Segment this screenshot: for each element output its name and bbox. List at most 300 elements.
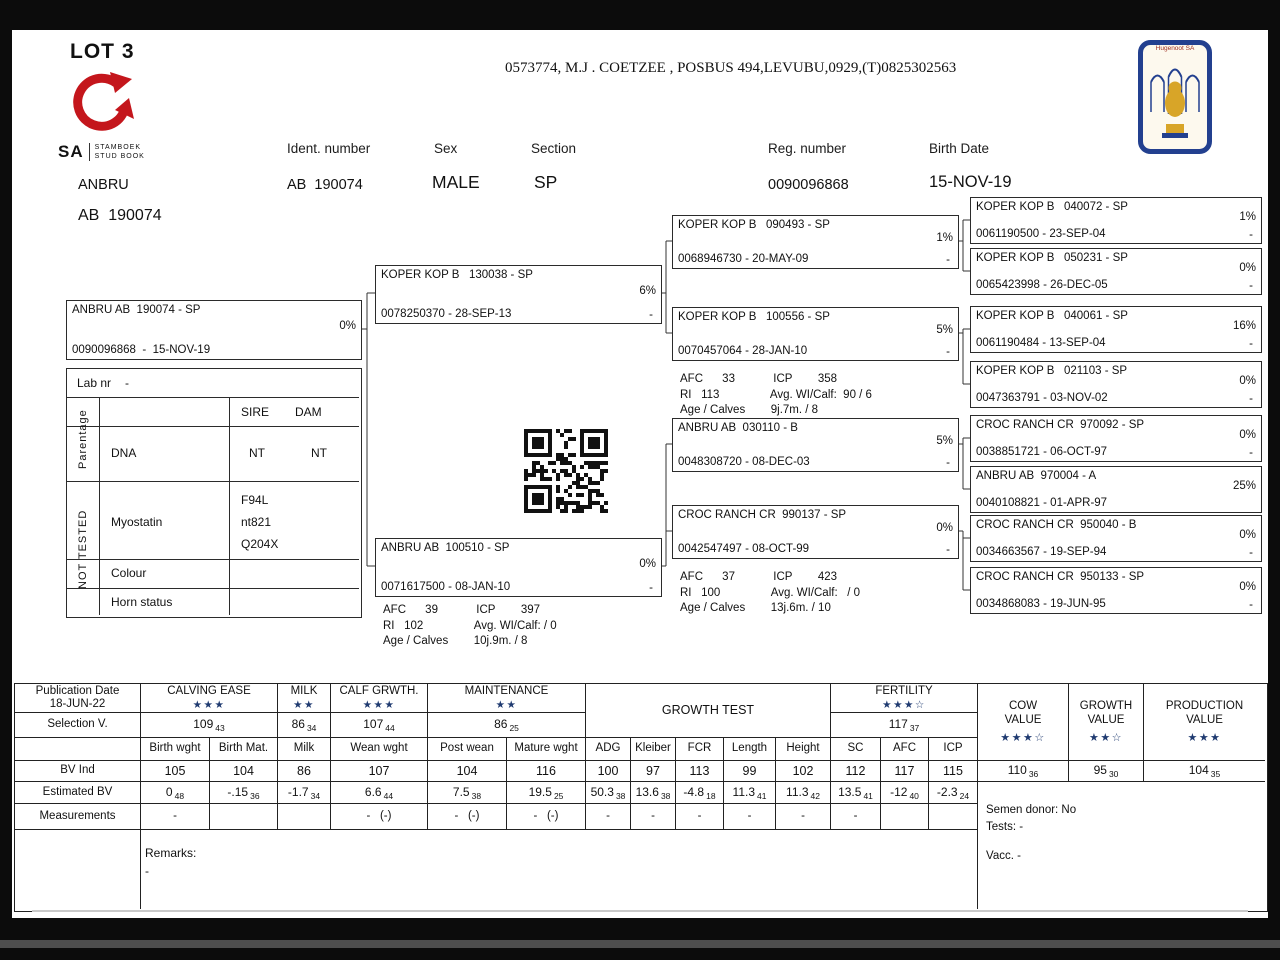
animal-id: 0040108821 - 01-APR-97 — [976, 497, 1108, 509]
pct-dash: - — [1249, 599, 1253, 611]
inbreeding-pct: 0% — [339, 319, 356, 332]
empty-cell — [15, 830, 141, 909]
pedigree-box-sire — [375, 265, 662, 324]
pct-dash: - — [1249, 338, 1253, 350]
selection-maintenance — [428, 713, 586, 738]
inbreeding-pct: 0% — [1239, 528, 1256, 541]
measurement-value — [724, 804, 776, 830]
selection-calf — [331, 713, 428, 738]
pedigree-box-gen3-4 — [672, 505, 959, 559]
inbreeding-pct: 5% — [936, 434, 953, 447]
pct-dash: - — [1249, 447, 1253, 459]
animal-name: ANBRU AB 030110 - B — [678, 422, 798, 434]
stats-line: Age / Calves 13j.6m. / 10 — [680, 602, 831, 614]
accuracy: 36 — [1028, 769, 1039, 780]
bv-value — [881, 761, 929, 782]
measurement-value — [141, 804, 210, 830]
logo-org-line2: STUD BOOK — [94, 153, 145, 160]
col-header-text: Length — [731, 742, 768, 755]
value: 86 — [494, 717, 508, 732]
label-sex: Sex — [434, 141, 458, 156]
dam-column-header: DAM — [295, 405, 322, 419]
myostatin-value-3: Q204X — [241, 537, 279, 551]
value: 117 — [888, 717, 908, 732]
semen-donor: Semen donor: No — [986, 804, 1077, 816]
pedigree-box-subject — [66, 300, 362, 360]
inbreeding-pct: 0% — [1239, 261, 1256, 274]
colour-label: Colour — [111, 566, 147, 580]
label-section: Section — [531, 141, 577, 156]
accuracy: 18 — [706, 790, 716, 801]
bv-value — [210, 761, 278, 782]
inbreeding-pct: 0% — [1239, 580, 1256, 593]
certificate-page — [12, 30, 1268, 918]
row-label: Estimated BV — [42, 785, 113, 798]
remarks-cell — [141, 830, 978, 909]
ebv-row-label — [15, 782, 141, 804]
pedigree-box-gen4-3 — [970, 306, 1262, 353]
ebv-value — [331, 782, 428, 804]
sa-studbook-logo-icon — [72, 72, 134, 134]
pct-dash: - — [946, 346, 950, 358]
group-label: CALVING EASE — [167, 685, 251, 698]
value: 102 — [792, 763, 814, 778]
value: 99 — [742, 763, 757, 778]
accuracy: 38 — [471, 790, 482, 801]
col-header-text: Birth Mat. — [218, 742, 269, 755]
value: 116 — [536, 763, 556, 778]
col-header — [776, 738, 831, 761]
inbreeding-pct: 0% — [936, 521, 953, 534]
star-rating: ★★★ — [192, 699, 226, 712]
sa-studbook-logo-text — [58, 142, 145, 162]
bv-value — [831, 761, 881, 782]
value: -4.8 — [683, 784, 705, 799]
lab-parentage-table — [66, 368, 362, 618]
value: 117 — [894, 763, 915, 778]
inbreeding-pct: 0% — [1239, 428, 1256, 441]
value: 110 — [1007, 763, 1027, 778]
animal-name: KOPER KOP B 050231 - SP — [976, 252, 1128, 264]
row-label: BV Ind — [60, 764, 95, 777]
animal-id: 0048308720 - 08-DEC-03 — [678, 456, 810, 468]
value: 104 — [233, 763, 254, 778]
value: - — [853, 809, 858, 822]
pct-dash: - — [946, 544, 950, 556]
accuracy: 25 — [553, 790, 564, 801]
value: - (-) — [533, 809, 559, 822]
dna-label: DNA — [111, 446, 137, 460]
publication-date-label: Publication Date — [35, 684, 120, 697]
value: 13.6 — [635, 784, 659, 799]
bv-value — [676, 761, 724, 782]
accuracy: 36 — [250, 790, 260, 801]
publication-date-value: 18-JUN-22 — [49, 698, 106, 710]
ebv-value — [776, 782, 831, 804]
ebv-value — [676, 782, 724, 804]
bv-row-label — [15, 761, 141, 782]
lot-number: LOT 3 — [70, 40, 135, 63]
bv-value — [929, 761, 978, 782]
accuracy: 34 — [310, 790, 321, 801]
group-label: PRODUCTION VALUE — [1165, 699, 1244, 726]
group-production-value — [1144, 684, 1265, 761]
value: 11.3 — [732, 784, 755, 799]
measurement-value — [881, 804, 929, 830]
ebv-value — [929, 782, 978, 804]
accuracy: 44 — [385, 723, 395, 734]
value: 7.5 — [452, 784, 470, 799]
accuracy: 35 — [1210, 769, 1221, 780]
col-header-text: AFC — [893, 742, 916, 755]
animal-id: 0034663567 - 19-SEP-94 — [976, 546, 1107, 558]
gen3-dam-dam-stats — [680, 570, 860, 617]
animal-name: KOPER KOP B 090493 - SP — [678, 219, 830, 231]
birth-date-value: 15-NOV-19 — [929, 173, 1012, 191]
animal-name: KOPER KOP B 100556 - SP — [678, 311, 830, 323]
pedigree-box-gen3-1 — [672, 215, 959, 269]
stats-line: AFC 33 ICP 358 — [680, 373, 838, 385]
pedigree-box-gen4-6 — [970, 466, 1262, 513]
animal-name: KOPER KOP B 040072 - SP — [976, 201, 1128, 213]
animal-id: 0068946730 - 20-MAY-09 — [678, 253, 809, 265]
value: 115 — [943, 763, 963, 778]
pedigree-box-gen4-4 — [970, 361, 1262, 408]
bv-value — [724, 761, 776, 782]
animal-id: 0061190484 - 13-SEP-04 — [976, 337, 1106, 349]
value: -12 — [890, 784, 908, 799]
logo-sa-text: SA — [58, 142, 84, 161]
selection-fertility — [831, 713, 978, 738]
group-label: MAINTENANCE — [464, 685, 549, 698]
parentage-vertical-label: Parentage — [77, 409, 89, 469]
col-header — [331, 738, 428, 761]
measurement-value — [776, 804, 831, 830]
empty-cell — [15, 738, 141, 761]
col-header — [881, 738, 929, 761]
animal-name: KOPER KOP B 021103 - SP — [976, 365, 1128, 377]
inbreeding-pct: 1% — [1239, 210, 1256, 223]
label-reg-number: Reg. number — [768, 141, 847, 156]
group-maintenance — [428, 684, 586, 713]
col-header — [141, 738, 210, 761]
col-header — [676, 738, 724, 761]
ebv-value — [881, 782, 929, 804]
accuracy: 25 — [509, 723, 519, 734]
accuracy: 40 — [909, 790, 919, 801]
value: 104 — [456, 763, 478, 778]
animal-id: 0065423998 - 26-DEC-05 — [976, 279, 1108, 291]
accuracy: 37 — [909, 723, 920, 734]
pct-dash: - — [1249, 229, 1253, 241]
horn-status-label: Horn status — [111, 595, 173, 609]
value: 95 — [1093, 763, 1107, 778]
col-header — [724, 738, 776, 761]
myostatin-label: Myostatin — [111, 515, 163, 529]
group-cow-value — [978, 684, 1069, 761]
value: 113 — [689, 763, 710, 778]
lab-nr-value: - — [125, 376, 129, 390]
animal-name: CROC RANCH CR 950133 - SP — [976, 571, 1145, 583]
value: 104 — [1188, 763, 1209, 778]
measurement-value — [210, 804, 278, 830]
value: 6.6 — [364, 784, 382, 799]
pct-dash: - — [946, 457, 950, 469]
letterbox-strip — [0, 940, 1280, 948]
inbreeding-pct: 0% — [639, 557, 656, 570]
stats-line: AFC 37 ICP 423 — [680, 571, 838, 583]
accuracy: 41 — [863, 790, 873, 801]
col-header — [278, 738, 331, 761]
row-label: Selection V. — [47, 718, 108, 731]
value: 112 — [845, 763, 866, 778]
value: - — [801, 809, 805, 822]
stats-line: Age / Calves 10j.9m. / 8 — [383, 635, 528, 647]
value: 97 — [646, 763, 660, 778]
publication-date-cell — [15, 684, 141, 713]
col-header — [831, 738, 881, 761]
pct-dash: - — [1249, 280, 1253, 292]
col-header — [929, 738, 978, 761]
value: - — [747, 809, 752, 822]
ebv-value — [141, 782, 210, 804]
cow-value-index — [978, 761, 1069, 782]
animal-id: 0090096868 - 15-NOV-19 — [72, 344, 211, 356]
value: 109 — [193, 717, 214, 732]
section-value: SP — [534, 172, 558, 192]
value: - (-) — [366, 809, 392, 822]
bv-value — [278, 761, 331, 782]
not-tested-vertical-label: NOT TESTED — [77, 509, 89, 589]
accuracy: 38 — [615, 790, 626, 801]
group-label: COW VALUE — [1004, 699, 1042, 726]
group-growth-value — [1069, 684, 1144, 761]
myostatin-value-2: nt821 — [241, 515, 272, 529]
col-header-text: Mature wght — [514, 742, 578, 755]
logo-org-text — [89, 143, 145, 161]
star-rating: ★★★ — [362, 699, 396, 712]
star-rating: ★★★☆ — [882, 699, 926, 712]
inbreeding-pct: 0% — [1239, 374, 1256, 387]
ident-number-value: AB 190074 — [287, 177, 363, 193]
group-label: FERTILITY — [875, 685, 933, 698]
dna-dam-value: NT — [311, 446, 327, 460]
inbreeding-pct: 5% — [936, 323, 953, 336]
pct-dash: - — [1249, 547, 1253, 559]
production-value-index — [1144, 761, 1265, 782]
col-header — [586, 738, 631, 761]
pedigree-box-gen4-7 — [970, 515, 1262, 562]
remarks-value: - — [145, 864, 149, 878]
pct-dash: - — [1249, 393, 1253, 405]
accuracy: 41 — [757, 790, 767, 801]
group-milk — [278, 684, 331, 713]
ebv-value — [631, 782, 676, 804]
pedigree-box-gen3-2 — [672, 307, 959, 361]
pedigree-box-gen4-8 — [970, 567, 1262, 614]
group-label: MILK — [290, 685, 318, 698]
measurement-value — [831, 804, 881, 830]
selection-row-label — [15, 713, 141, 738]
pct-dash: - — [946, 254, 950, 266]
animal-id: 0047363791 - 03-NOV-02 — [976, 392, 1108, 404]
measurement-value — [631, 804, 676, 830]
gen3-sire-dam-stats — [680, 372, 872, 419]
bv-value — [586, 761, 631, 782]
selection-calving — [141, 713, 278, 738]
value: 50.3 — [590, 784, 614, 799]
col-header-text: Milk — [293, 742, 315, 755]
label-birth-date: Birth Date — [929, 141, 990, 156]
hugenoot-emblem — [1138, 40, 1212, 154]
value: - — [651, 809, 655, 822]
value: 0 — [165, 784, 173, 799]
col-header-text: Post wean — [440, 742, 494, 755]
growth-value-index — [1069, 761, 1144, 782]
value: 86 — [291, 717, 305, 732]
sire-column-header: SIRE — [241, 405, 270, 419]
reg-number-value: 0090096868 — [768, 177, 849, 193]
animal-name: ANBRU AB 190074 - SP — [72, 304, 201, 316]
value: 86 — [297, 763, 311, 778]
ebv-value — [724, 782, 776, 804]
group-label: GROWTH TEST — [661, 703, 755, 718]
measurement-value — [676, 804, 724, 830]
emblem-title: Hugenoot SA — [1155, 45, 1195, 52]
accuracy: 24 — [959, 790, 970, 801]
pct-dash: - — [649, 309, 653, 321]
animal-name: KOPER KOP B 130038 - SP — [381, 269, 533, 281]
accuracy: 34 — [306, 723, 317, 734]
myostatin-value-1: F94L — [241, 493, 269, 507]
dna-sire-value: NT — [249, 446, 265, 460]
inbreeding-pct: 25% — [1232, 479, 1256, 492]
stats-line: RI 102 Avg. WI/Calf: / 0 — [383, 619, 557, 632]
semen-info-cell — [978, 782, 1265, 909]
value: -2.3 — [936, 784, 958, 799]
herd-id: AB 190074 — [78, 207, 162, 224]
animal-name: CROC RANCH CR 970092 - SP — [976, 419, 1145, 431]
col-header-text: FCR — [687, 742, 712, 755]
owner-contact-line: 0573774, M.J . COETZEE , POSBUS 494,LEVUBU,0929,(T)0825302563 — [505, 60, 957, 76]
group-fertility — [831, 684, 978, 713]
measurement-value — [929, 804, 978, 830]
bv-value — [776, 761, 831, 782]
group-calf-growth — [331, 684, 428, 713]
animal-id: 0034868083 - 19-JUN-95 — [976, 598, 1106, 610]
ebv-value — [278, 782, 331, 804]
bv-value — [331, 761, 428, 782]
animal-id: 0042547497 - 08-OCT-99 — [678, 543, 810, 555]
value: - (-) — [454, 809, 480, 822]
semen-vacc: Vacc. - — [986, 850, 1021, 862]
animal-name: KOPER KOP B 040061 - SP — [976, 310, 1128, 322]
animal-name: ANBRU AB 970004 - A — [976, 470, 1097, 482]
group-label: GROWTH VALUE — [1079, 699, 1133, 726]
col-header-text: Birth wght — [149, 742, 201, 755]
stats-line: AFC 39 ICP 397 — [383, 604, 541, 616]
label-ident-number: Ident. number — [287, 141, 371, 156]
pedigree-box-gen3-3 — [672, 418, 959, 472]
col-header-text: SC — [847, 742, 864, 755]
col-header — [631, 738, 676, 761]
value: 105 — [164, 763, 186, 778]
inbreeding-pct: 6% — [639, 284, 656, 297]
ebv-value — [831, 782, 881, 804]
accuracy: 38 — [660, 790, 671, 801]
accuracy: 30 — [1108, 769, 1119, 780]
value: - — [173, 809, 177, 822]
pct-dash: - — [649, 582, 653, 594]
group-label: CALF GRWTH. — [339, 685, 419, 698]
bv-value — [507, 761, 586, 782]
col-header-text: Wean wght — [350, 742, 408, 755]
inbreeding-pct: 16% — [1232, 319, 1256, 332]
value: 13.5 — [838, 784, 862, 799]
bv-value — [631, 761, 676, 782]
qr-code — [520, 425, 612, 517]
col-header-text: ADG — [595, 742, 621, 755]
bv-value — [141, 761, 210, 782]
col-header-text: ICP — [943, 742, 963, 755]
col-header-text: Height — [786, 742, 820, 755]
value: 19.5 — [528, 784, 552, 799]
value: - — [697, 809, 702, 822]
remarks-label: Remarks: — [145, 846, 197, 860]
accuracy: 43 — [215, 723, 225, 734]
animal-id: 0071617500 - 08-JAN-10 — [381, 581, 511, 593]
star-rating: ★★★☆ — [1000, 732, 1046, 745]
group-growth-test — [586, 684, 831, 738]
value: 107 — [368, 763, 390, 778]
animal-name: CROC RANCH CR 950040 - B — [976, 519, 1137, 531]
bv-value — [428, 761, 507, 782]
performance-table — [14, 683, 1268, 912]
measurements-row-label — [15, 804, 141, 830]
animal-id: 0038851721 - 06-OCT-97 — [976, 446, 1108, 458]
logo-org-line1: STAMBOEK — [94, 143, 142, 151]
value: 11.3 — [786, 784, 809, 799]
col-header — [210, 738, 278, 761]
animal-id: 0070457064 - 28-JAN-10 — [678, 345, 808, 357]
measurement-value — [331, 804, 428, 830]
stats-line: RI 113 Avg. WI/Calf: 90 / 6 — [680, 388, 872, 401]
pedigree-box-dam — [375, 538, 662, 597]
dam-breeding-stats — [383, 603, 557, 650]
animal-id: 0078250370 - 28-SEP-13 — [381, 308, 512, 320]
accuracy: 48 — [174, 790, 185, 801]
measurement-value — [428, 804, 507, 830]
star-rating: ★★★ — [1187, 732, 1222, 745]
pedigree-box-gen4-2 — [970, 248, 1262, 295]
selection-milk — [278, 713, 331, 738]
inbreeding-pct: 1% — [936, 231, 953, 244]
group-calving-ease — [141, 684, 278, 713]
animal-name: ANBRU AB 100510 - SP — [381, 542, 510, 554]
value: -.15 — [227, 784, 249, 799]
star-rating: ★★ — [495, 699, 518, 712]
bottom-divider — [32, 910, 1248, 912]
accuracy: 42 — [810, 790, 820, 801]
animal-id: 0061190500 - 23-SEP-04 — [976, 228, 1106, 240]
accuracy: 44 — [383, 790, 394, 801]
col-header-text: Kleiber — [635, 742, 671, 755]
row-label: Measurements — [39, 809, 116, 822]
ebv-value — [210, 782, 278, 804]
ebv-value — [428, 782, 507, 804]
semen-tests: Tests: - — [986, 821, 1024, 833]
value: -1.7 — [287, 784, 309, 799]
